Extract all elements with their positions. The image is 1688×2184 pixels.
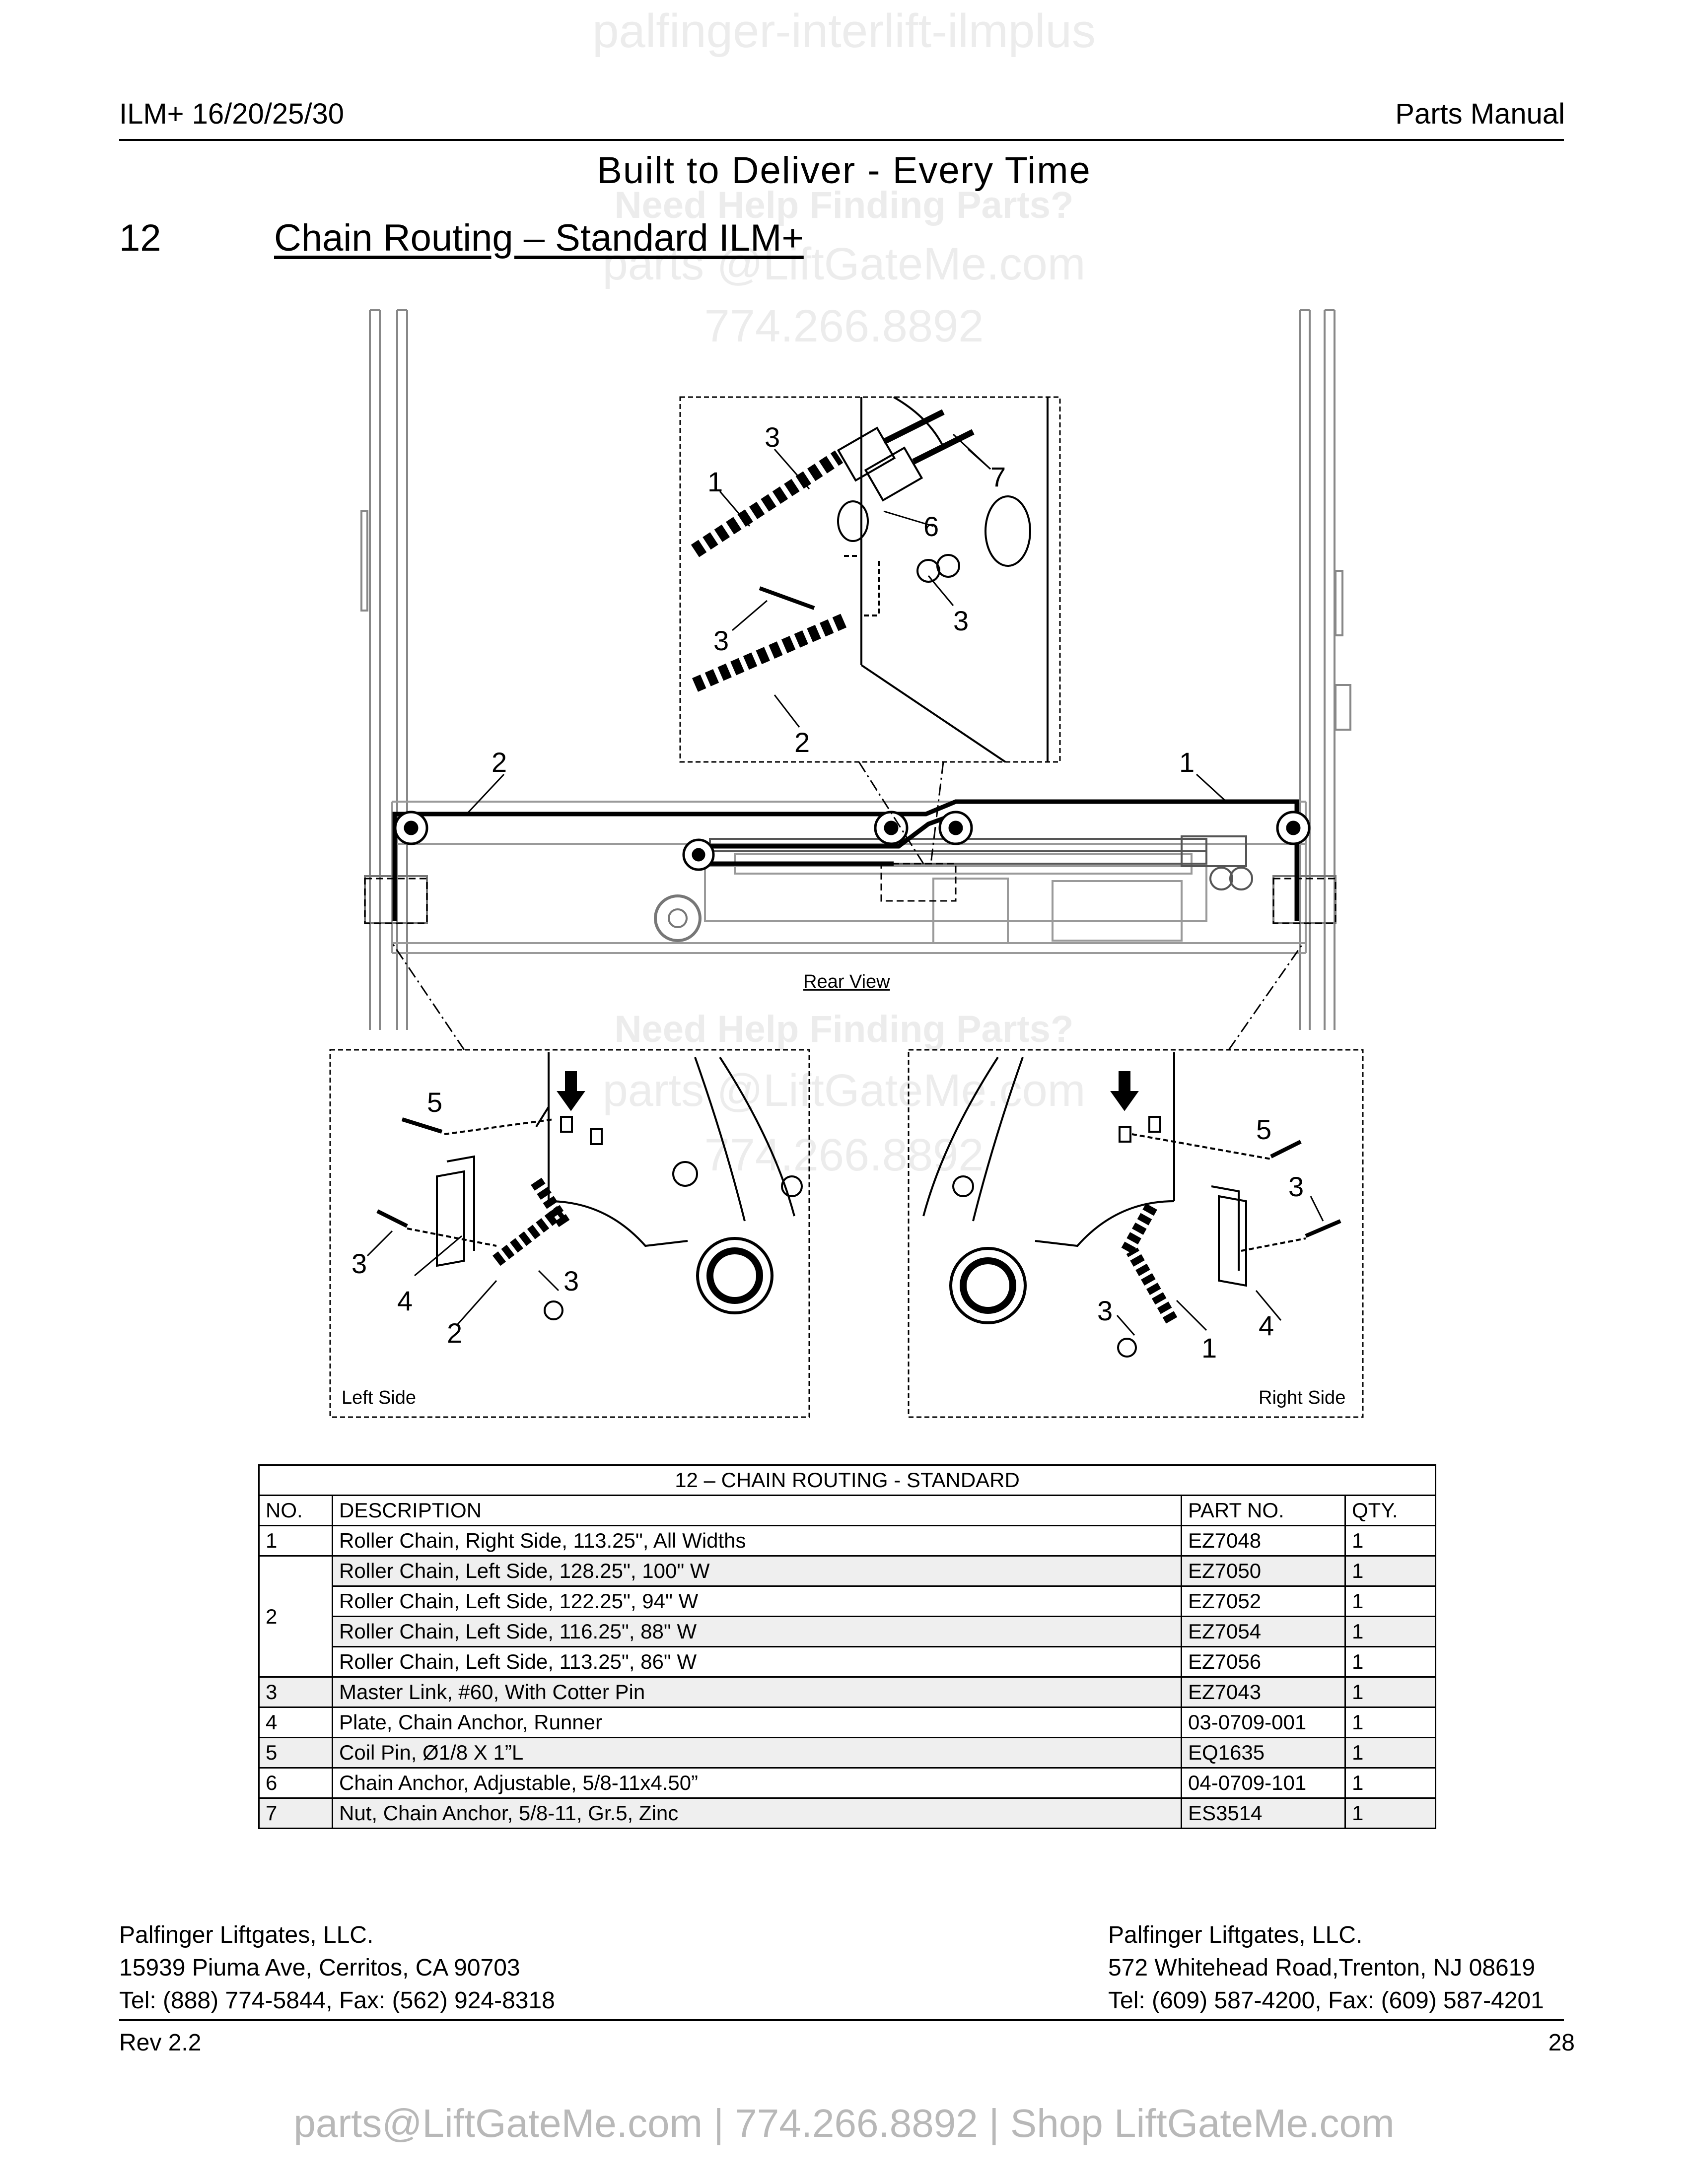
cell-no: 1 <box>259 1526 333 1556</box>
table-row <box>259 1707 1436 1738</box>
cell-part-no: EZ7043 <box>1182 1677 1345 1707</box>
col-header-part-no: PART NO. <box>1182 1496 1345 1526</box>
callout-left-3b: 3 <box>563 1265 579 1297</box>
callout-right-3b: 3 <box>1097 1295 1113 1326</box>
cell-qty: 1 <box>1345 1556 1436 1586</box>
watermark-email: parts @LiftGateMe.com <box>602 239 1086 289</box>
callout-detail-3c: 3 <box>713 625 729 656</box>
table-row <box>259 1738 1436 1768</box>
callout-right-1: 1 <box>1201 1332 1217 1364</box>
section-number: 12 <box>119 217 161 259</box>
cell-description: Coil Pin, Ø1/8 X 1”L <box>333 1738 1182 1768</box>
liftgate-body <box>392 802 1306 953</box>
chain-route-lower <box>695 814 956 846</box>
rear-view-label: Rear View <box>803 971 890 992</box>
cell-description: Roller Chain, Left Side, 113.25", 86" W <box>333 1647 1182 1677</box>
cell-description: Plate, Chain Anchor, Runner <box>333 1707 1182 1738</box>
chain-path <box>395 802 1297 921</box>
col-header-qty: QTY. <box>1345 1496 1436 1526</box>
footer-phone-east: Tel: (609) 587-4200, Fax: (609) 587-4201 <box>1108 1987 1544 2014</box>
top-detail-drawing <box>695 397 1048 762</box>
left-frame-rail <box>361 310 407 1030</box>
callout-left-4: 4 <box>397 1285 413 1316</box>
col-header-no: NO. <box>259 1496 333 1526</box>
cell-no: 3 <box>259 1677 333 1707</box>
cell-no: 2 <box>259 1556 333 1677</box>
watermark-need-help-2: Need Help Finding Parts? <box>614 1008 1074 1050</box>
cell-part-no: EZ7050 <box>1182 1556 1345 1586</box>
cell-no: 4 <box>259 1707 333 1738</box>
callout-rear-1: 1 <box>1179 747 1195 778</box>
table-row <box>259 1617 1436 1647</box>
footer-company-west: Palfinger Liftgates, LLC. <box>119 1922 374 1948</box>
callout-detail-1: 1 <box>707 466 723 497</box>
anchor-detail-marker <box>881 864 956 901</box>
contact-line[interactable]: parts@LiftGateMe.com | 774.266.8892 | Shop LiftGateMe.com <box>293 2101 1395 2145</box>
footer-divider <box>119 2019 1564 2021</box>
cell-part-no: EZ7054 <box>1182 1617 1345 1647</box>
callout-detail-3a: 3 <box>765 421 780 453</box>
cell-qty: 1 <box>1345 1707 1436 1738</box>
cell-part-no: 03-0709-001 <box>1182 1707 1345 1738</box>
cell-description: Roller Chain, Left Side, 116.25", 88" W <box>333 1617 1182 1647</box>
footer-company-east: Palfinger Liftgates, LLC. <box>1108 1922 1363 1948</box>
tagline: Built to Deliver - Every Time <box>597 149 1091 192</box>
cell-qty: 1 <box>1345 1768 1436 1798</box>
cell-qty: 1 <box>1345 1798 1436 1829</box>
table-row <box>259 1768 1436 1798</box>
section-title: Chain Routing – Standard ILM+ <box>274 217 804 259</box>
table-row <box>259 1556 1436 1586</box>
roller-wheel <box>655 896 700 941</box>
watermark-email-2: parts @LiftGateMe.com <box>602 1065 1086 1116</box>
parts-table <box>258 1464 1436 1829</box>
cell-description: Roller Chain, Right Side, 113.25", All Widths <box>333 1526 1182 1556</box>
cell-part-no: ES3514 <box>1182 1798 1345 1829</box>
cell-part-no: EQ1635 <box>1182 1738 1345 1768</box>
callout-detail-3b: 3 <box>953 605 969 636</box>
footer-address-west: 15939 Piuma Ave, Cerritos, CA 90703 <box>119 1955 520 1981</box>
cell-qty: 1 <box>1345 1677 1436 1707</box>
table-row <box>259 1647 1436 1677</box>
callout-left-2: 2 <box>447 1317 463 1349</box>
cell-description: Chain Anchor, Adjustable, 5/8-11x4.50” <box>333 1768 1182 1798</box>
chain-route-upper <box>395 802 1297 921</box>
callout-detail-2: 2 <box>794 727 810 758</box>
cell-no: 5 <box>259 1738 333 1768</box>
callout-right-4: 4 <box>1259 1310 1274 1341</box>
cell-description: Roller Chain, Left Side, 122.25", 94" W <box>333 1586 1182 1617</box>
page-number: 28 <box>1548 2030 1575 2056</box>
cell-qty: 1 <box>1345 1586 1436 1617</box>
footer-west-address <box>119 1919 555 2017</box>
table-row <box>259 1586 1436 1617</box>
cell-part-no: EZ7056 <box>1182 1647 1345 1677</box>
right-frame-rail <box>1300 310 1350 1030</box>
right-side-drawing <box>923 1052 1340 1357</box>
cell-qty: 1 <box>1345 1738 1436 1768</box>
header-model: ILM+ 16/20/25/30 <box>119 98 345 130</box>
watermark-phone-2: 774.266.8892 <box>704 1130 984 1180</box>
table-row <box>259 1798 1436 1829</box>
cell-part-no: EZ7048 <box>1182 1526 1345 1556</box>
cell-description: Nut, Chain Anchor, 5/8-11, Gr.5, Zinc <box>333 1798 1182 1829</box>
cell-part-no: 04-0709-101 <box>1182 1768 1345 1798</box>
cell-description: Roller Chain, Left Side, 128.25", 100" W <box>333 1556 1182 1586</box>
callout-left-3a: 3 <box>352 1248 367 1279</box>
cell-no: 6 <box>259 1768 333 1798</box>
footer-address-east: 572 Whitehead Road,Trenton, NJ 08619 <box>1108 1955 1536 1981</box>
cell-qty: 1 <box>1345 1617 1436 1647</box>
right-side-detail-box <box>909 1050 1363 1417</box>
callout-right-3a: 3 <box>1288 1171 1304 1202</box>
callout-detail-6: 6 <box>923 511 939 542</box>
footer-east-address <box>1108 1919 1544 2017</box>
callout-right-5: 5 <box>1256 1114 1272 1145</box>
revision: Rev 2.2 <box>119 2030 202 2056</box>
footer-phone-west: Tel: (888) 774-5844, Fax: (562) 924-8318 <box>119 1987 555 2014</box>
table-row <box>259 1526 1436 1556</box>
watermark-phone: 774.266.8892 <box>704 301 984 351</box>
sprockets <box>395 812 1309 870</box>
col-header-description: DESCRIPTION <box>333 1496 1182 1526</box>
cell-description: Master Link, #60, With Cotter Pin <box>333 1677 1182 1707</box>
callout-rear-2: 2 <box>492 747 507 778</box>
header-doc-type: Parts Manual <box>1395 98 1565 130</box>
right-side-label: Right Side <box>1259 1387 1346 1408</box>
top-detail-box <box>680 397 1060 762</box>
cell-qty: 1 <box>1345 1526 1436 1556</box>
cell-no: 7 <box>259 1798 333 1829</box>
callout-detail-7: 7 <box>990 461 1006 492</box>
watermark-need-help: Need Help Finding Parts? <box>614 184 1074 226</box>
left-side-label: Left Side <box>342 1387 416 1408</box>
callout-left-5: 5 <box>427 1087 443 1118</box>
cell-qty: 1 <box>1345 1647 1436 1677</box>
cell-part-no: EZ7052 <box>1182 1586 1345 1617</box>
table-row <box>259 1677 1436 1707</box>
parts-table-title: 12 – CHAIN ROUTING - STANDARD <box>259 1465 1436 1496</box>
watermark-top: palfinger-interlift-ilmplus <box>592 4 1096 58</box>
